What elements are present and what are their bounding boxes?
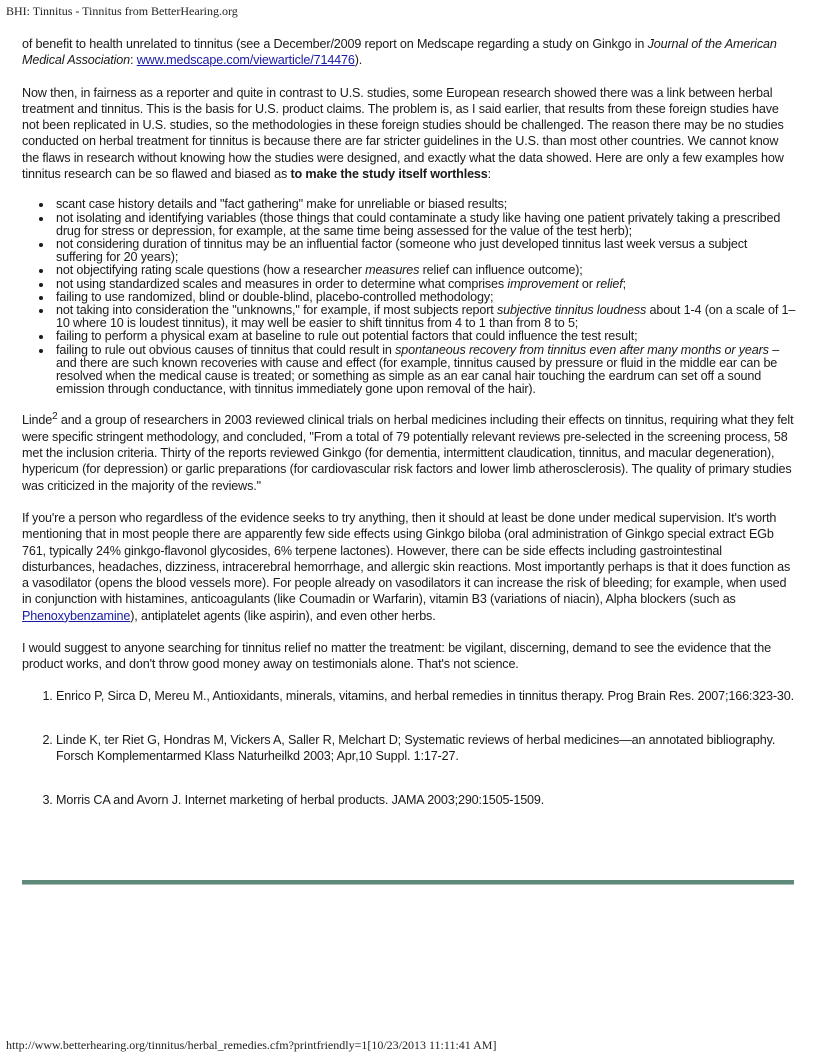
research-flaws-list	[22, 198, 796, 396]
paragraph-ginkgo-medscape: of benefit to health unrelated to tinnitus (see a December/2009 report on Medscape regarding a study on Ginkgo in Journal of the American Medical Association: www.medscape.com/viewarticle/714476).	[22, 37, 777, 68]
paragraph-conclusion: I would suggest to anyone searching for tinnitus relief no matter the treatment: be vigilant, discerning, demand to see the evidence that the product works, and don't throw good money away on testimonials alone. That's not science.	[22, 640, 771, 672]
list-item: not taking into consideration the "unknowns," for example, if most subjects report subjective tinnitus loudness about 1-4 (on a scale of 1–10 where 10 is loudest tinnitus), it may well be easier to shift tinnitus from 4 to 1 than from 8 to 5;	[56, 303, 796, 331]
footnote-ref-2: 2	[52, 411, 58, 423]
phenoxybenzamine-link[interactable]: Phenoxybenzamine	[22, 608, 131, 623]
print-page-title: BHI: Tinnitus - Tinnitus from BetterHearing.org	[6, 4, 238, 18]
paragraph-linde-review: Linde$^2$ and a group of researchers in 2003 reviewed clinical trials on herbal medicines including their effects on tinnitus, requiring what they felt were specific stringent methodology, and concluded, "From a total of 79 potentially relevant reviews pre-selected in the screening process, 58 met the inclusion criteria. Thirty of the reports reviewed Ginkgo (for dementia, intermittent claudication, tinnitus, and macular degeneration), hypericum (for depression) or garlic preparations (for cardiovascular risk factors and lower limb atherosclerosis). The quality of primary studies was criticized in the majority of the reviews."	[22, 411, 794, 493]
references-list	[22, 689, 796, 809]
reference-item: 2. Linde K, ter Riet G, Hondras M, Vickers A, Saller R, Melchart D; Systematic reviews of herbal medicines—an annotated bibliography. Forsch Komplementarmed Klass Naturheilkd 2003; Apr,10 Suppl. 1:17-27.	[56, 733, 796, 764]
list-item: failing to use randomized, blind or double-blind, placebo-controlled methodology;	[56, 291, 796, 304]
article-body	[22, 36, 796, 838]
list-item: not objectifying rating scale questions (how a researcher measures relief can influence outcome);	[56, 264, 796, 277]
print-page-url-footer: http://www.betterhearing.org/tinnitus/herbal_remedies.cfm?printfriendly=1[10/23/2013 11:11:41 AM]	[6, 1038, 497, 1052]
journal-name: Journal of the American Medical Association	[22, 37, 777, 68]
medscape-link[interactable]: www.medscape.com/viewarticle/714476	[136, 53, 355, 68]
list-item: failing to perform a physical exam at baseline to rule out potential factors that could influence the test result;	[56, 330, 796, 343]
reference-item: 1. Enrico P, Sirca D, Mereu M., Antioxidants, minerals, vitamins, and herbal remedies in tinnitus therapy. Prog Brain Res. 2007;166:323-30.	[56, 689, 796, 705]
horizontal-divider	[22, 880, 794, 885]
emphasis-worthless: to make the study itself worthless	[290, 167, 488, 182]
paragraph-european-research: Now then, in fairness as a reporter and quite in contrast to U.S. studies, some European research showed there was a link between herbal treatment and tinnitus. This is the basis for U.S. product claims. The problem is, as I said earlier, that results from these foreign studies have not been replicated in U.S. studies, so the methodologies in these foreign studies should be challenged. The reason there may be no studies conducted on herbal treatment for tinnitus is because there are far stricter guidelines in the U.S. than most other countries. We cannot know the flaws in research without knowing how the studies were designed, and exactly what the data showed. Here are only a few examples how tinnitus research can be so flawed and biased as to make the study itself worthless:	[22, 85, 784, 182]
paragraph-side-effects: If you're a person who regardless of the evidence seeks to try anything, then it should at least be done under medical supervision. It's worth mentioning that in most people there are apparently few side effects using Ginkgo biloba (oral administration of Ginkgo special extract EGb 761, typically 24% ginkgo-flavonol glycosides, 6% terpene lactones). However, there can be side effects including gastrointestinal disturbances, headaches, dizziness, intracerebral hemorrhage, and allergic skin reactions. Most importantly perhaps is that it does function as a vasodilator (opens the blood vessels more). For people already on vasodilators it can increase the risk of bleeding; for example, when used in conjunction with histamines, anticoagulants (like Coumadin or Warfarin), vitamin B3 (variations of niacin), Alpha blockers (such as Phenoxybenzamine), antiplatelet agents (like aspirin), and even other herbs.	[22, 510, 791, 623]
reference-item: 3. Morris CA and Avorn J. Internet marketing of herbal products. JAMA 2003;290:1505-1509.	[56, 793, 796, 809]
list-item: not using standardized scales and measures in order to determine what comprises improvement or relief;	[56, 278, 796, 291]
list-item: not considering duration of tinnitus may be an influential factor (someone who just developed tinnitus last week versus a subject suffering for 20 years);	[56, 238, 796, 264]
list-item: not isolating and identifying variables (those things that could contaminate a study like having one patient privately taking a prescribed drug for stress or depression, for example, at the same time being assessed for the value of the test herb);	[56, 212, 796, 238]
list-item: scant case history details and "fact gathering" make for unreliable or biased results;	[56, 198, 796, 211]
list-item: failing to rule out obvious causes of tinnitus that could result in spontaneous recovery from tinnitus even after many months or years – and there are such known recoveries with cause and effect (for example, tinnitus caused by pressure or fluid in the middle ear can be resolved when the medical cause is treated; or something as simple as an ear canal hair touching the eardrum can set off a sound emission through conductance, with tinnitus immediately gone upon removal of the hair).	[56, 344, 796, 397]
